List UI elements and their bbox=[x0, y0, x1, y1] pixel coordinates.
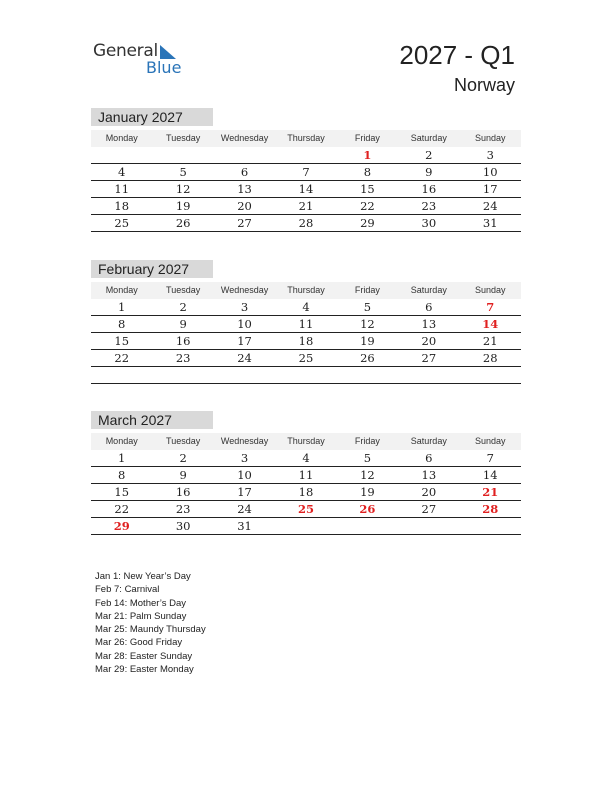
week-row bbox=[91, 467, 521, 484]
day-cell: 9 bbox=[179, 468, 187, 482]
day-cell bbox=[214, 367, 275, 383]
weekday-label: Sunday bbox=[474, 133, 506, 143]
week-row bbox=[91, 299, 521, 316]
day-cell: 1 bbox=[363, 148, 372, 162]
weekday-label: Sunday bbox=[474, 285, 506, 295]
weekday-label: Wednesday bbox=[220, 436, 269, 446]
day-cell: 10 bbox=[237, 317, 252, 331]
day-cell: 3 bbox=[486, 148, 494, 162]
day-cell: 19 bbox=[175, 199, 191, 213]
day-cell: 10 bbox=[482, 165, 498, 179]
weekday-label: Thursday bbox=[287, 285, 325, 295]
day-cell: 18 bbox=[114, 199, 130, 213]
holiday-item: Mar 28: Easter Sunday bbox=[95, 650, 193, 662]
weekday-label: Thursday bbox=[287, 436, 325, 446]
day-cell: 15 bbox=[114, 334, 130, 348]
day-cell: 8 bbox=[118, 317, 126, 331]
day-cell: 16 bbox=[421, 182, 437, 196]
day-cell bbox=[152, 367, 213, 383]
day-cell: 13 bbox=[421, 317, 437, 331]
day-cell: 18 bbox=[298, 485, 314, 499]
day-cell: 19 bbox=[360, 485, 375, 499]
month-weeks bbox=[91, 299, 521, 384]
month-block bbox=[91, 411, 521, 535]
weekday-label: Monday bbox=[105, 285, 138, 295]
day-cell bbox=[460, 367, 521, 383]
logo-triangle-icon bbox=[160, 45, 176, 59]
day-cell: 22 bbox=[114, 502, 130, 516]
week-row bbox=[91, 367, 521, 384]
day-cell: 25 bbox=[114, 216, 130, 230]
day-cell: 20 bbox=[237, 199, 252, 213]
holiday-item: Mar 25: Maundy Thursday bbox=[95, 624, 206, 636]
holiday-item: Mar 29: Easter Monday bbox=[95, 664, 194, 676]
country-name: Norway bbox=[453, 75, 515, 95]
day-cell: 20 bbox=[421, 334, 437, 348]
day-cell: 6 bbox=[425, 300, 433, 314]
month-label: January 2027 bbox=[91, 108, 213, 126]
day-cell bbox=[214, 147, 275, 163]
day-cell: 12 bbox=[175, 182, 191, 196]
weekday-header bbox=[91, 130, 521, 147]
month-block bbox=[91, 260, 521, 384]
day-cell: 31 bbox=[237, 519, 252, 533]
day-cell: 11 bbox=[298, 317, 314, 331]
day-cell: 8 bbox=[118, 468, 126, 482]
day-cell: 22 bbox=[114, 351, 130, 365]
holiday-item: Feb 14: Mother’s Day bbox=[95, 597, 186, 609]
day-cell bbox=[460, 518, 521, 534]
day-cell: 2 bbox=[179, 451, 187, 465]
month-weeks bbox=[91, 450, 521, 535]
day-cell: 21 bbox=[482, 334, 498, 348]
day-cell: 27 bbox=[421, 351, 437, 365]
day-cell: 19 bbox=[360, 334, 375, 348]
day-cell: 14 bbox=[482, 468, 498, 482]
weekday-header bbox=[91, 433, 521, 450]
day-cell: 1 bbox=[118, 451, 126, 465]
day-cell: 3 bbox=[240, 300, 249, 314]
day-cell: 25 bbox=[297, 502, 314, 516]
day-cell: 3 bbox=[240, 451, 249, 465]
weekday-label: Wednesday bbox=[220, 133, 269, 143]
day-cell: 10 bbox=[237, 468, 252, 482]
week-row bbox=[91, 181, 521, 198]
day-cell: 24 bbox=[237, 502, 252, 516]
page-title: 2027 - Q1 bbox=[399, 40, 515, 70]
day-cell: 2 bbox=[425, 148, 433, 162]
holiday-item: Mar 26: Good Friday bbox=[95, 637, 183, 649]
day-cell bbox=[337, 367, 398, 383]
day-cell: 21 bbox=[298, 199, 314, 213]
day-cell: 15 bbox=[114, 485, 130, 499]
weekday-label: Monday bbox=[105, 436, 138, 446]
day-cell bbox=[275, 367, 336, 383]
day-cell: 26 bbox=[359, 502, 376, 516]
day-cell bbox=[275, 147, 336, 163]
day-cell bbox=[337, 518, 398, 534]
week-row bbox=[91, 518, 521, 535]
weekday-label: Sunday bbox=[474, 436, 506, 446]
day-cell: 28 bbox=[482, 502, 499, 516]
weekday-label: Friday bbox=[354, 285, 380, 295]
day-cell bbox=[91, 147, 152, 163]
day-cell bbox=[91, 367, 152, 383]
day-cell: 4 bbox=[302, 451, 310, 465]
holiday-list bbox=[95, 570, 206, 676]
week-row bbox=[91, 147, 521, 164]
month-weeks bbox=[91, 147, 521, 232]
month-label: March 2027 bbox=[91, 411, 213, 429]
logo bbox=[93, 41, 193, 77]
day-cell: 5 bbox=[363, 451, 372, 465]
day-cell: 5 bbox=[179, 165, 187, 179]
day-cell: 24 bbox=[482, 199, 498, 213]
day-cell: 30 bbox=[421, 216, 437, 230]
month-label: February 2027 bbox=[91, 260, 213, 278]
week-row bbox=[91, 484, 521, 501]
day-cell: 4 bbox=[302, 300, 310, 314]
week-row bbox=[91, 316, 521, 333]
day-cell: 16 bbox=[175, 485, 191, 499]
day-cell: 8 bbox=[363, 165, 372, 179]
day-cell: 26 bbox=[360, 351, 375, 365]
day-cell: 20 bbox=[421, 485, 437, 499]
day-cell: 9 bbox=[425, 165, 433, 179]
day-cell: 22 bbox=[360, 199, 375, 213]
weekday-label: Friday bbox=[354, 436, 380, 446]
day-cell: 12 bbox=[360, 317, 375, 331]
day-cell: 11 bbox=[114, 182, 130, 196]
day-cell: 23 bbox=[175, 502, 191, 516]
day-cell: 28 bbox=[298, 216, 314, 230]
day-cell: 13 bbox=[421, 468, 437, 482]
day-cell: 12 bbox=[360, 468, 375, 482]
week-row bbox=[91, 450, 521, 467]
weekday-label: Thursday bbox=[287, 133, 325, 143]
day-cell: 4 bbox=[118, 165, 126, 179]
week-row bbox=[91, 215, 521, 232]
week-row bbox=[91, 333, 521, 350]
day-cell: 17 bbox=[237, 334, 252, 348]
day-cell: 26 bbox=[175, 216, 191, 230]
weekday-label: Saturday bbox=[410, 133, 447, 143]
day-cell bbox=[152, 147, 213, 163]
day-cell: 13 bbox=[237, 182, 252, 196]
day-cell: 21 bbox=[482, 485, 499, 499]
week-row bbox=[91, 350, 521, 367]
day-cell: 7 bbox=[302, 165, 310, 179]
holiday-item: Mar 21: Palm Sunday bbox=[95, 610, 187, 622]
day-cell: 29 bbox=[113, 519, 130, 533]
day-cell: 16 bbox=[175, 334, 191, 348]
logo-text-blue: Blue bbox=[146, 58, 182, 77]
day-cell: 28 bbox=[482, 351, 498, 365]
day-cell: 17 bbox=[237, 485, 252, 499]
day-cell: 2 bbox=[179, 300, 187, 314]
day-cell: 31 bbox=[482, 216, 498, 230]
day-cell bbox=[275, 518, 336, 534]
day-cell: 18 bbox=[298, 334, 314, 348]
day-cell: 6 bbox=[240, 165, 249, 179]
weekday-label: Tuesday bbox=[166, 285, 201, 295]
day-cell: 29 bbox=[360, 216, 375, 230]
day-cell: 11 bbox=[298, 468, 314, 482]
day-cell bbox=[398, 367, 459, 383]
weekday-label: Monday bbox=[105, 133, 138, 143]
day-cell: 7 bbox=[486, 451, 494, 465]
week-row bbox=[91, 164, 521, 181]
day-cell: 27 bbox=[237, 216, 252, 230]
day-cell: 23 bbox=[421, 199, 437, 213]
weekday-label: Friday bbox=[354, 133, 380, 143]
day-cell: 24 bbox=[237, 351, 252, 365]
weekday-label: Tuesday bbox=[166, 436, 201, 446]
day-cell: 23 bbox=[175, 351, 191, 365]
weekday-header bbox=[91, 282, 521, 299]
day-cell: 27 bbox=[421, 502, 437, 516]
day-cell: 14 bbox=[482, 317, 499, 331]
weekday-label: Saturday bbox=[410, 285, 447, 295]
day-cell: 15 bbox=[360, 182, 375, 196]
day-cell: 1 bbox=[118, 300, 126, 314]
week-row bbox=[91, 501, 521, 518]
logo-text-general: General bbox=[93, 41, 158, 61]
day-cell: 25 bbox=[298, 351, 314, 365]
holiday-item: Jan 1: New Year’s Day bbox=[95, 571, 191, 582]
day-cell: 5 bbox=[363, 300, 372, 314]
weekday-label: Tuesday bbox=[166, 133, 201, 143]
day-cell: 17 bbox=[482, 182, 498, 196]
day-cell: 9 bbox=[179, 317, 187, 331]
weekday-label: Wednesday bbox=[220, 285, 269, 295]
day-cell: 14 bbox=[298, 182, 314, 196]
month-block bbox=[91, 108, 521, 232]
holiday-item: Feb 7: Carnival bbox=[95, 584, 160, 596]
day-cell: 7 bbox=[486, 300, 495, 314]
week-row bbox=[91, 198, 521, 215]
weekday-label: Saturday bbox=[410, 436, 447, 446]
day-cell: 6 bbox=[425, 451, 433, 465]
day-cell bbox=[398, 518, 459, 534]
day-cell: 30 bbox=[175, 519, 191, 533]
